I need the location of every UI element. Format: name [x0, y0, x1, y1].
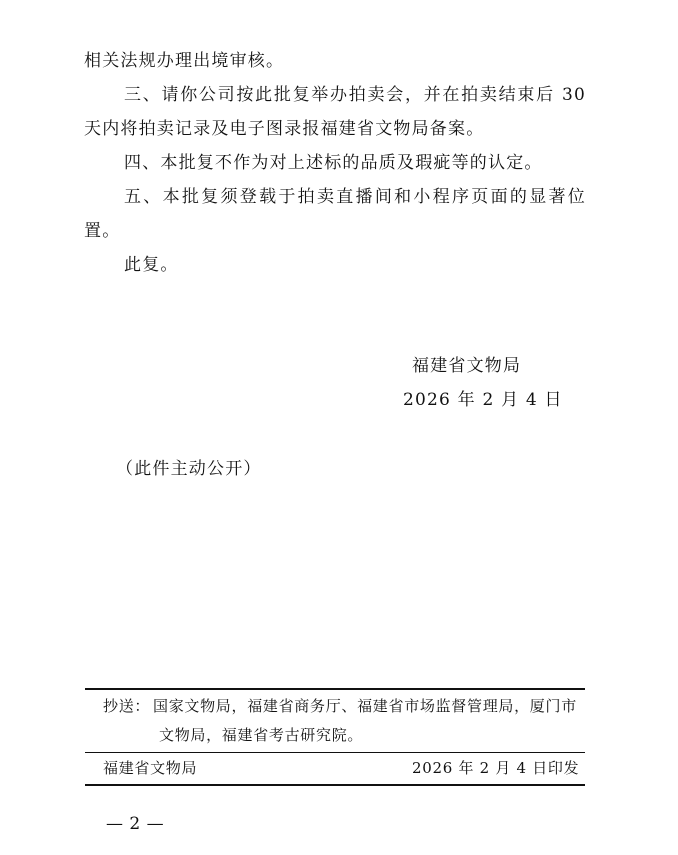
issuing-organization: 福建省文物局: [103, 759, 198, 777]
body-line-4: 四、本批复不作为对上述标的品质及瑕疵等的认定。: [124, 153, 543, 173]
cc-recipients-line-2: 文物局，福建省考古研究院。: [159, 726, 364, 744]
cc-recipients-line-1: 国家文物局，福建省商务厅、福建省市场监督管理局，厦门市: [153, 697, 577, 715]
body-line-2: 三、请你公司按此批复举办拍卖会，并在拍卖结束后 30: [124, 85, 586, 105]
body-line-5: 五、本批复须登载于拍卖直播间和小程序页面的显著位: [124, 187, 586, 207]
footer-top-rule: [85, 688, 585, 690]
body-line-3: 天内将拍卖记录及电子图录报福建省文物局备案。: [84, 119, 485, 139]
cc-label: 抄送：: [103, 697, 151, 715]
page-number: — 2 —: [106, 814, 165, 834]
footer-middle-rule: [85, 752, 585, 753]
body-line-6: 置。: [84, 221, 121, 241]
footer-bottom-rule: [85, 784, 585, 786]
body-line-1: 相关法规办理出境审核。: [84, 51, 285, 71]
issuing-date: 2026 年 2 月 4 日印发: [412, 759, 580, 777]
signature-date: 2026 年 2 月 4 日: [403, 390, 563, 410]
reply-closing: 此复。: [124, 255, 179, 275]
signature-organization: 福建省文物局: [412, 356, 522, 376]
public-notice: （此件主动公开）: [116, 459, 262, 479]
